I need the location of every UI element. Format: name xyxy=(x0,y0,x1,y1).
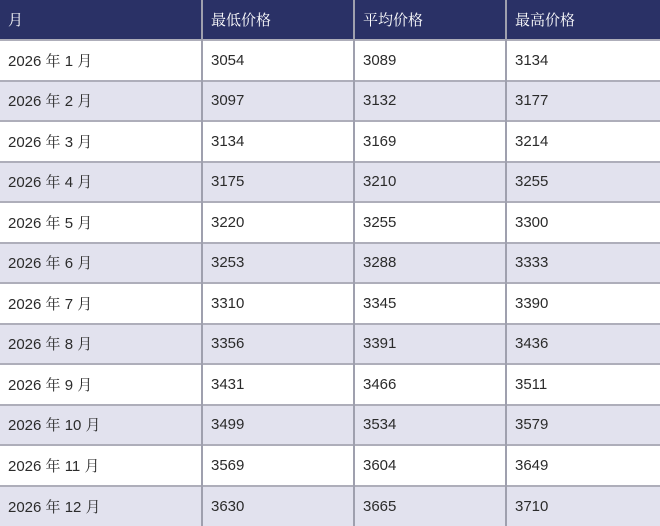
price-cell: 3436 xyxy=(506,324,660,365)
month-cell: 2026 年 2 月 xyxy=(0,81,202,122)
table-header-row xyxy=(0,0,660,40)
table-row xyxy=(0,202,660,243)
price-cell: 3466 xyxy=(354,364,506,405)
price-cell: 3214 xyxy=(506,121,660,162)
table-row xyxy=(0,40,660,81)
table-row xyxy=(0,445,660,486)
month-cell: 2026 年 8 月 xyxy=(0,324,202,365)
price-cell: 3097 xyxy=(202,81,354,122)
table-row xyxy=(0,283,660,324)
table-row xyxy=(0,364,660,405)
price-cell: 3345 xyxy=(354,283,506,324)
price-cell: 3579 xyxy=(506,405,660,446)
table-row xyxy=(0,405,660,446)
month-cell: 2026 年 10 月 xyxy=(0,405,202,446)
month-cell: 2026 年 6 月 xyxy=(0,243,202,284)
month-cell: 2026 年 4 月 xyxy=(0,162,202,203)
month-cell: 2026 年 12 月 xyxy=(0,486,202,526)
price-cell: 3604 xyxy=(354,445,506,486)
month-cell: 2026 年 5 月 xyxy=(0,202,202,243)
price-cell: 3288 xyxy=(354,243,506,284)
month-cell: 2026 年 9 月 xyxy=(0,364,202,405)
price-cell: 3511 xyxy=(506,364,660,405)
month-cell: 2026 年 3 月 xyxy=(0,121,202,162)
price-cell: 3134 xyxy=(506,40,660,81)
price-cell: 3253 xyxy=(202,243,354,284)
price-cell: 3054 xyxy=(202,40,354,81)
price-cell: 3255 xyxy=(506,162,660,203)
table-body xyxy=(0,40,660,526)
price-cell: 3356 xyxy=(202,324,354,365)
price-cell: 3665 xyxy=(354,486,506,526)
price-cell: 3534 xyxy=(354,405,506,446)
price-cell: 3177 xyxy=(506,81,660,122)
table-row xyxy=(0,162,660,203)
month-cell: 2026 年 7 月 xyxy=(0,283,202,324)
price-cell: 3431 xyxy=(202,364,354,405)
price-cell: 3630 xyxy=(202,486,354,526)
month-cell: 2026 年 1 月 xyxy=(0,40,202,81)
price-cell: 3255 xyxy=(354,202,506,243)
price-cell: 3134 xyxy=(202,121,354,162)
table-row xyxy=(0,121,660,162)
price-cell: 3499 xyxy=(202,405,354,446)
price-cell: 3710 xyxy=(506,486,660,526)
price-cell: 3132 xyxy=(354,81,506,122)
price-cell: 3333 xyxy=(506,243,660,284)
price-cell: 3649 xyxy=(506,445,660,486)
table-row xyxy=(0,81,660,122)
column-header-min-price: 最低价格 xyxy=(202,0,354,40)
price-cell: 3390 xyxy=(506,283,660,324)
price-cell: 3569 xyxy=(202,445,354,486)
column-header-avg-price: 平均价格 xyxy=(354,0,506,40)
table-row xyxy=(0,243,660,284)
column-header-month: 月 xyxy=(0,0,202,40)
price-cell: 3175 xyxy=(202,162,354,203)
table-row xyxy=(0,324,660,365)
price-cell: 3220 xyxy=(202,202,354,243)
price-cell: 3169 xyxy=(354,121,506,162)
price-cell: 3089 xyxy=(354,40,506,81)
price-cell: 3310 xyxy=(202,283,354,324)
column-header-max-price: 最高价格 xyxy=(506,0,660,40)
price-cell: 3210 xyxy=(354,162,506,203)
price-cell: 3391 xyxy=(354,324,506,365)
price-cell: 3300 xyxy=(506,202,660,243)
table-row xyxy=(0,486,660,526)
month-cell: 2026 年 11 月 xyxy=(0,445,202,486)
